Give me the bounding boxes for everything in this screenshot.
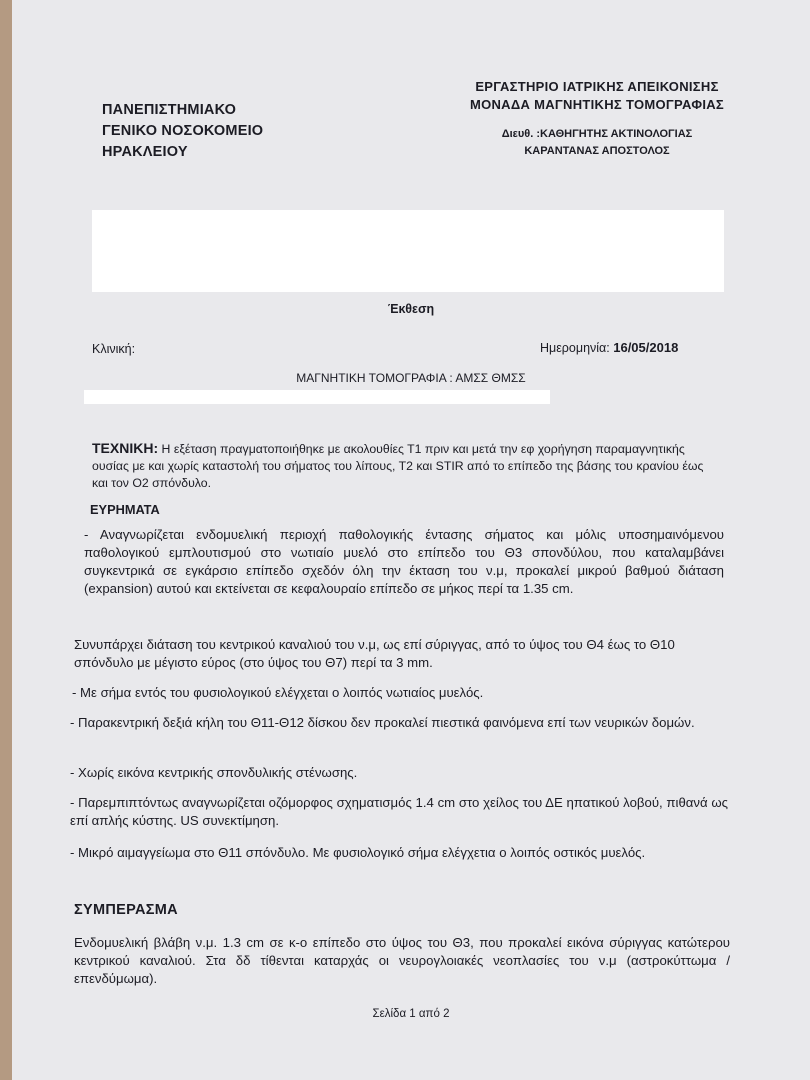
finding-paragraph: - Χωρίς εικόνα κεντρικής σπονδυλικής στένωσης. [70, 765, 358, 780]
finding-paragraph: - Παρακεντρική δεξιά κήλη του Θ11-Θ12 δίσκου δεν προκαλεί πιεστικά φαινόμενα επί των νευρικών δομών. [70, 715, 695, 730]
unit-name: ΜΟΝΑΔΑ ΜΑΓΝΗΤΙΚΗΣ ΤΟΜΟΓΡΑΦΙΑΣ [469, 97, 725, 112]
hospital-line: ΓΕΝΙΚΟ ΝΟΣΟΚΟΜΕΙΟ [102, 123, 264, 139]
report-page [12, 0, 810, 1080]
hospital-name [102, 100, 263, 163]
redacted-line [84, 390, 550, 404]
technique-text: Η εξέταση πραγματοποιήθηκε με ακολουθίες Τ1 πριν και μετά την εφ χορήγηση παραμαγνητικής ουσίας με και χωρίς καταστολή του σήματος του λίπους, Τ2 και STIR από το επίπεδο της βάσης του κρανίου έως και τον Ο2 σπόνδυλο. [92, 442, 704, 490]
finding-paragraph: Συνυπάρχει διάταση του κεντρικού καναλιού του ν.μ, ως επί σύριγγας, από το ύψος του Θ4 έως το Θ10 σπόνδυλο με μέγιστο εύρος (στο ύψος του Θ7) περί τα 3 mm. [74, 637, 675, 670]
redacted-patient-info [92, 210, 724, 292]
finding-paragraph: - Μικρό αιμαγγείωμα στο Θ11 σπόνδυλο. Με φυσιολογικό σήμα ελέγχετια ο λοιπός οστικός μυελός. [70, 845, 646, 860]
report-title: Έκθεση [387, 302, 435, 316]
finding-paragraph: - Αναγνωρίζεται ενδομυελική περιοχή παθολογικής έντασης σήματος και μόλις υποσημαινόμενου παθολογικού εμπλουτισμού στο νωτιαίο μυελό στο επίπεδο του Θ3 σπονδύλου, που καταλαμβάνει συγκεντρικά σε εγκάρσιο επίπεδο σχεδόν όλη την έκταση του ν.μ, προκαλεί μικρού βαθμού διάταση (expansion) αυτού και εκτείνεται σε κεφαλουραίο επίπεδο σε μήκος περί τα 1.35 cm. [84, 527, 724, 596]
conclusion-text: Ενδομυελική βλάβη ν.μ. 1.3 cm σε κ-ο επίπεδο στο ύψος του Θ3, που προκαλεί εικόνα σύριγγας κατώτερου κεντρικού καναλιού. Στα δδ τίθενται καταρχάς οι νευρογλοιακές νεοπλασίες του ν.μ (αστροκύττωμα / επενδύμωμα). [74, 935, 730, 986]
date-label: Ημερομηνία: [540, 341, 610, 355]
director-name: ΚΑΡΑΝΤΑΝΑΣ ΑΠΟΣΤΟΛΟΣ [524, 145, 670, 157]
page-number: Σελίδα 1 από 2 [372, 1008, 450, 1020]
lab-header [437, 78, 757, 160]
report-date [540, 340, 678, 355]
clinic-label: Κλινική: [92, 342, 136, 356]
findings-heading: ΕΥΡΗΜΑΤΑ [90, 502, 160, 517]
director-title: Διευθ. :ΚΑΘΗΓΗΤΗΣ ΑΚΤΙΝΟΛΟΓΙΑΣ [501, 128, 693, 140]
conclusion-heading: ΣΥΜΠΕΡΑΣΜΑ [74, 902, 178, 918]
finding-paragraph: - Παρεμπιπτόντως αναγνωρίζεται οζόμορφος σχηματισμός 1.4 cm στο χείλος του ΔΕ ηπατικού λοβού, πιθανά ως επί απλής κύστης. US συνεκτίμηση. [70, 795, 728, 828]
hospital-line: ΗΡΑΚΛΕΙΟΥ [102, 144, 188, 160]
technique-label: ΤΕΧΝΙΚΗ: [92, 440, 159, 456]
date-value: 16/05/2018 [613, 340, 679, 355]
technique-section [92, 440, 722, 492]
hospital-line: ΠΑΝΕΠΙΣΤΗΜΙΑΚΟ [102, 102, 237, 118]
exam-type: ΜΑΓΝΗΤΙΚΗ ΤΟΜΟΓΡΑΦΙΑ : ΑΜΣΣ ΘΜΣΣ [296, 371, 526, 385]
finding-paragraph: - Με σήμα εντός του φυσιολογικού ελέγχεται ο λοιπός νωτιαίος μυελός. [72, 685, 484, 700]
lab-name: ΕΡΓΑΣΤΗΡΙΟ ΙΑΤΡΙΚΗΣ ΑΠΕΙΚΟΝΙΣΗΣ [475, 79, 719, 94]
